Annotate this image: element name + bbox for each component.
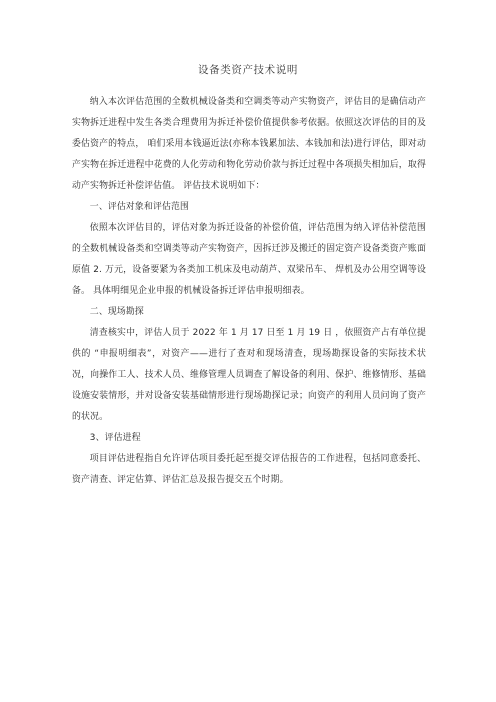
section-heading-process: 3、评估进程 [89, 433, 141, 443]
section-heading-survey: 二、现场勘探 [89, 307, 144, 317]
process-paragraph: 项目评估进程指自允许评估项目委托起至提交评估报告的工作进程，包括同意委托、资产清查、评定估算、评估汇总及报告提交五个时期。 [72, 454, 426, 485]
intro-paragraph: 纳入本次评估范围的全数机械设备类和空调类等动产实物资产，评估目的是确信动产实物拆迁进程中发生各类合理费用为拆迁补偿价值提供参考依据。依照这次评估的目的及委估资产的特点， 咱们采用本钱逼近法(亦称本钱累加法、本钱加和法)进行评估，即对动产实物在拆迁进程中花费的人化劳动和物化劳动价款与拆迁过程中各项损失相加后，取得动产实物拆迁补偿评估值。 评估技术说明如下： [72, 97, 426, 191]
section-heading-scope: 一、评估对象和评估范围 [89, 202, 190, 212]
document-title: 设备类资产技术说明 [198, 64, 298, 76]
document-body [72, 92, 426, 491]
survey-paragraph: 清查核实中，评估人员于 2022 年 1 月 17 日至 1 月 19 日 ，依照资产占有单位提供的 “申报明细表”，对资产——进行了查对和现场清查，现场勘探设备的实际技术状况，向操作工人、技术人员、维修管理人员调查了解设备的利用、保护、维修情形、基础设施安装情形，并对设备安装基础情形进行现场勘探记录；向资产的利用人员问询了资产的状况。 [72, 328, 426, 422]
scope-paragraph: 依照本次评估目的，评估对象为拆迁设备的补偿价值，评估范围为纳入评估补偿范围的全数机械设备类和空调类等动产实物资产，因拆迁涉及搬迁的固定资产设备类资产账面原值 2. 万元，设备要紧为各类加工机床及电动葫芦、双梁吊车、 焊机及办公用空调等设备。 具体明细见企业申报的机械设备拆迁评估申报明细表。 [72, 223, 426, 296]
